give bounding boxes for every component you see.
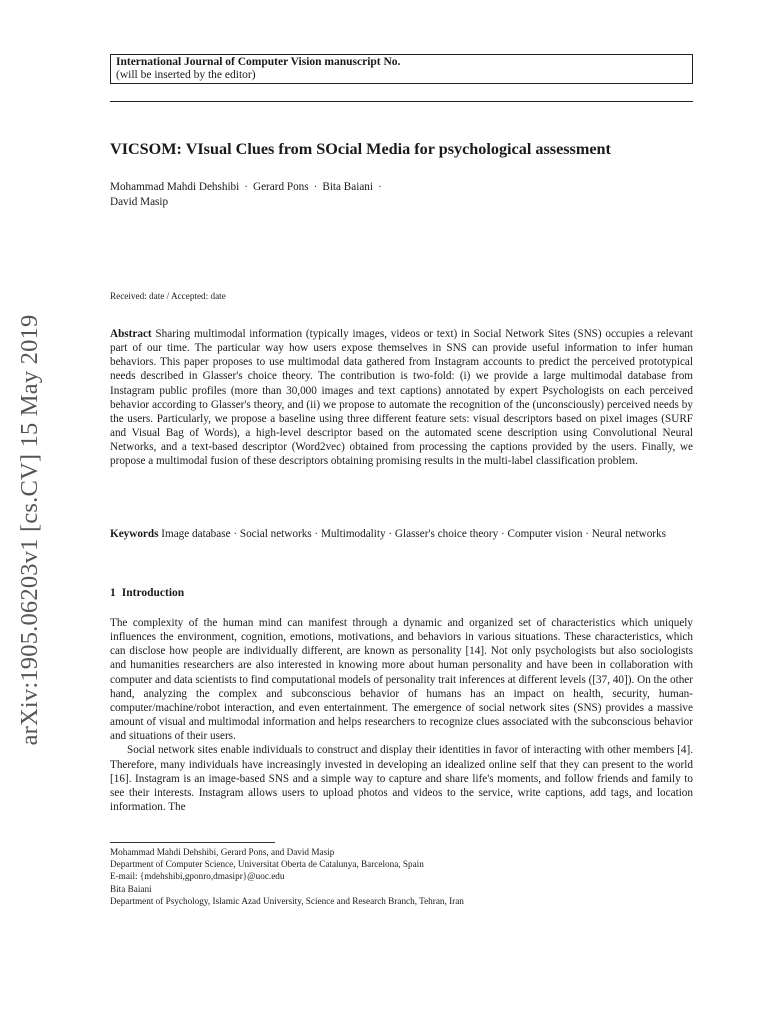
section-title: Introduction	[121, 587, 185, 599]
abstract-text: Sharing multimodal information (typically images, videos or text) in Social Network Sites (SNS) occupies a relevant part of our time. The particular way how users expose themselves in SNS can provide useful information to infer human behaviors. This paper proposes to use multimodal data gathered from Instagram accounts to predict the perceived prototypical needs described in Glasser's choice theory. The contribution is two-fold: (i) we provide a large multimodal database from Instagram public profiles (more than 30,000 images and text captions) annotated by expert Psychologists on each perceived behavior according to Glasser's theory, and (ii) we propose to automate the recognition of the (unconsciously) perceived needs by the users. Particularly, we propose a baseline using three different feature sets: visual descriptors based on pixel images (SURF and Visual Bag of Words), a high-level descriptor based on the automated scene description using Convolutional Neural Networks, and a text-based descriptor (Word2vec) obtained from processing the captions provided by the users. Finally, we propose a multimodal fusion of these descriptors obtaining promising results in the multi-label classification problem.	[110, 328, 694, 468]
footnote-line: Department of Psychology, Islamic Azad University, Science and Research Branch, Tehran, Iran	[110, 895, 464, 906]
footnote-line: Department of Computer Science, Universitat Oberta de Catalunya, Barcelona, Spain	[110, 859, 424, 870]
author-separator: ·	[378, 181, 382, 193]
footnote-line: Mohammad Mahdi Dehshibi, Gerard Pons, and David Masip	[110, 847, 335, 857]
abstract	[110, 327, 693, 469]
author-separator: ·	[313, 181, 318, 193]
footnotes	[110, 846, 693, 907]
paragraph: Social network sites enable individuals to construct and display their identities in favor of interacting with other members [4]. Therefore, many individuals have increasingly invested in developing an idealized online self that they can present to the world [16]. Instagram is an image-based SNS and a simple way to capture and share life's moments, and follow friends and family to see their interests. Instagram allows users to upload photos and videos to the service, write captions, add tags, and location information. The	[110, 744, 693, 814]
introduction-body	[110, 616, 693, 814]
author-name: Mohammad Mahdi Dehshibi	[110, 181, 240, 193]
footnote-line: E-mail: {mdehshibi,gponro,dmasipr}@uoc.edu	[110, 871, 285, 882]
arxiv-stamp	[0, 300, 60, 760]
author-list	[110, 180, 670, 210]
author-name: David Masip	[110, 196, 169, 208]
arxiv-id: arXiv:1905.06203v1 [cs.CV] 15 May 2019	[16, 314, 43, 746]
keywords-label: Keywords	[110, 528, 159, 540]
footnote-rule	[110, 842, 275, 843]
keywords	[110, 527, 693, 541]
editor-note: (will be inserted by the editor)	[116, 69, 256, 81]
journal-name: International Journal of Computer Vision manuscript No.	[116, 56, 401, 68]
paper-title: VICSOM: VIsual Clues from SOcial Media for psychological assessment	[110, 140, 611, 158]
keywords-text: Image database · Social networks · Multimodality · Glasser's choice theory · Computer vision · Neural networks	[161, 528, 666, 540]
received-accepted-line: Received: date / Accepted: date	[110, 291, 226, 301]
paragraph: The complexity of the human mind can manifest through a dynamic and organized set of characteristics which uniquely influences the environment, cognition, emotions, motivations, and behaviors in various situations. These characteristics, which can disclose how people are individually different, are known as personality [14]. Not only psychologists but also sociologists and humanities researchers are also interested in knowing more about human personality and have been in collaboration with computer and data scientists to find computational models of personality trait inferences at different levels ([37, 40]). On the other hand, analyzing the complex and subconscious behavior of humans has an impact on health, security, human-computer/machine/robot interaction, and even entertainment. The emergence of social network sites (SNS) provides a massive amount of visual and multimodal information and helps researchers to recognize clues associated with the subconscious behavior and situations of their users.	[110, 617, 693, 743]
abstract-label: Abstract	[110, 328, 152, 340]
author-name: Gerard Pons	[253, 181, 309, 193]
author-separator: ·	[244, 181, 248, 193]
footnote-line: Bita Baiani	[110, 883, 152, 894]
author-name: Bita Baiani	[322, 181, 374, 193]
header-rule	[110, 101, 693, 102]
journal-header-box	[110, 54, 693, 84]
section-number: 1	[110, 587, 116, 599]
section-heading	[110, 587, 184, 599]
